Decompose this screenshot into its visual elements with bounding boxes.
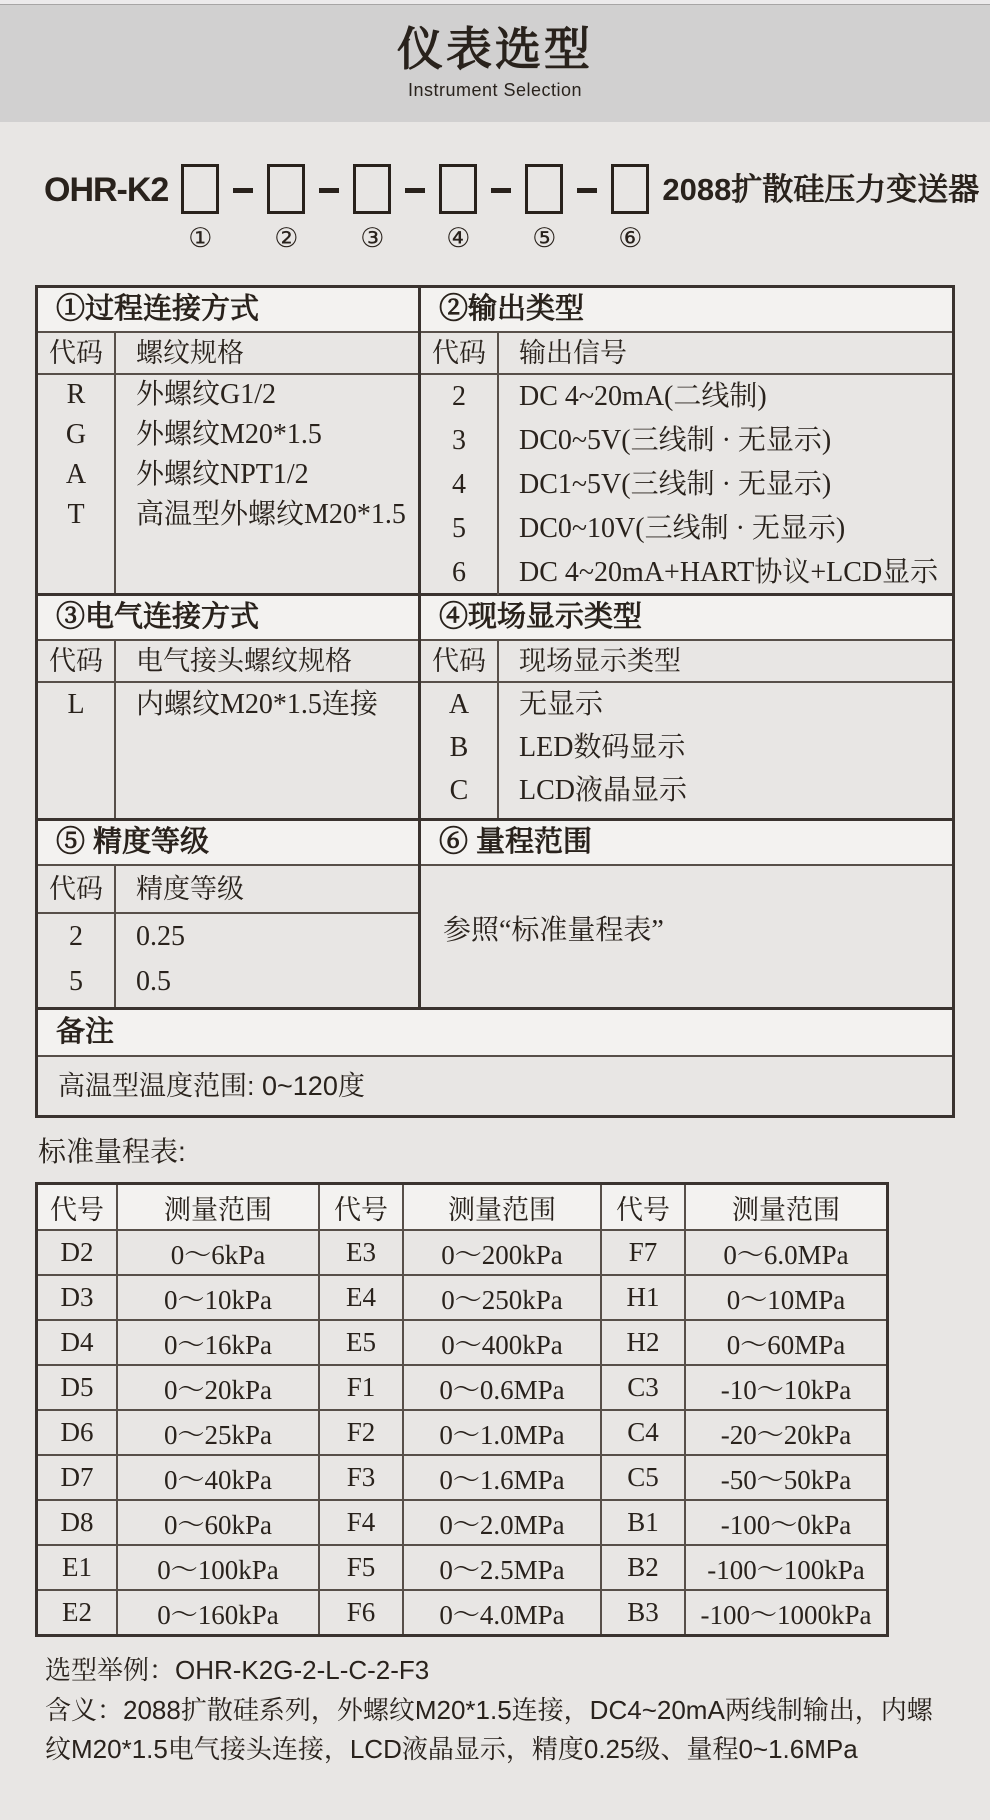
desc-cell: 高温型外螺纹M20*1.5 <box>136 499 406 530</box>
range-code-cell: B3 <box>601 1590 685 1636</box>
section-body <box>38 914 418 1007</box>
range-value-cell: 0～160kPa <box>117 1590 319 1636</box>
table-row <box>37 1455 888 1500</box>
code-column-header: 代码 <box>38 866 116 912</box>
code-column-header: 代码 <box>421 333 499 373</box>
column-header-row <box>421 333 952 375</box>
desc-cell: LED数码显示 <box>519 732 686 763</box>
range-value-cell: 0～400kPa <box>403 1320 601 1365</box>
standard-range-table <box>35 1182 889 1637</box>
range-value-cell: 0～60kPa <box>117 1500 319 1545</box>
range-value-cell: 0～6.0MPa <box>685 1230 888 1275</box>
range-code-cell: E4 <box>319 1275 403 1320</box>
dash-separator <box>491 188 511 193</box>
model-slot-6-number: ⑥ <box>618 223 643 253</box>
section-title: ③电气连接方式 <box>38 596 418 641</box>
range-value-cell: 0～200kPa <box>403 1230 601 1275</box>
range-code-cell: C4 <box>601 1410 685 1455</box>
code-cell: 3 <box>452 425 466 456</box>
desc-cell: DC0~10V(三线制 · 无显示) <box>519 513 846 544</box>
desc-cell: 外螺纹NPT1/2 <box>136 459 309 490</box>
range-code-cell: D5 <box>37 1365 118 1410</box>
table-row <box>37 1410 888 1455</box>
desc-column-header: 输出信号 <box>519 338 627 368</box>
table-header-row <box>37 1184 888 1231</box>
range-code-cell: F5 <box>319 1545 403 1590</box>
table-row <box>37 1275 888 1320</box>
desc-cell: DC 4~20mA+HART协议+LCD显示 <box>519 557 939 588</box>
range-code-cell: D6 <box>37 1410 118 1455</box>
model-prefix: OHR-K2 <box>44 171 169 209</box>
code-column <box>421 683 499 818</box>
model-slot-3-number: ③ <box>360 223 385 253</box>
desc-column <box>499 683 952 818</box>
code-column <box>38 375 116 593</box>
desc-cell: LCD液晶显示 <box>519 775 688 806</box>
range-code-cell: D4 <box>37 1320 118 1365</box>
desc-cell: 0.25 <box>136 921 185 952</box>
code-cell: 2 <box>69 921 83 952</box>
range-code-cell: D2 <box>37 1230 118 1275</box>
range-code-cell: H1 <box>601 1275 685 1320</box>
section-body <box>421 375 952 595</box>
model-slot-1-number: ① <box>188 223 213 253</box>
code-cell: A <box>448 689 470 720</box>
model-slot-2 <box>266 164 306 253</box>
code-cell: T <box>67 499 85 530</box>
range-value-cell: 0～2.5MPa <box>403 1545 601 1590</box>
range-code-cell: D8 <box>37 1500 118 1545</box>
model-box-5 <box>525 164 563 214</box>
range-value-cell: -20～20kPa <box>685 1410 888 1455</box>
section-output-type <box>421 288 952 593</box>
model-slot-4 <box>438 164 478 253</box>
section-body <box>38 683 418 818</box>
code-cell: R <box>66 379 86 410</box>
range-value-cell: 0～1.6MPa <box>403 1455 601 1500</box>
desc-cell: 外螺纹M20*1.5 <box>136 419 322 450</box>
model-box-6 <box>611 164 649 214</box>
range-value-cell: 0～60MPa <box>685 1320 888 1365</box>
table-row <box>37 1365 888 1410</box>
model-slot-5 <box>524 164 564 253</box>
desc-cell: 内螺纹M20*1.5连接 <box>136 689 378 720</box>
range-code-cell: D3 <box>37 1275 118 1320</box>
code-column-header: 代码 <box>421 641 499 681</box>
range-value-cell: 0～100kPa <box>117 1545 319 1590</box>
column-header: 代号 <box>37 1184 118 1231</box>
model-slot-3 <box>352 164 392 253</box>
range-reference-note: 参照“标准量程表” <box>443 915 664 946</box>
example-model-code: 选型举例：OHR-K2G-2-L-C-2-F3 <box>45 1655 430 1685</box>
column-header-row <box>421 641 952 683</box>
table-row <box>37 1320 888 1365</box>
column-header: 代号 <box>601 1184 685 1231</box>
range-value-cell: 0～40kPa <box>117 1455 319 1500</box>
range-code-cell: E5 <box>319 1320 403 1365</box>
desc-cell: DC1~5V(三线制 · 无显示) <box>519 469 832 500</box>
range-value-cell: 0～25kPa <box>117 1410 319 1455</box>
column-header-row <box>38 333 418 375</box>
column-header: 测量范围 <box>117 1184 319 1231</box>
column-header: 代号 <box>319 1184 403 1231</box>
table-row <box>37 1545 888 1590</box>
model-slot-6 <box>610 164 650 253</box>
range-code-cell: C3 <box>601 1365 685 1410</box>
dash-separator <box>577 188 597 193</box>
model-code-diagram <box>44 164 990 253</box>
dash-separator <box>233 188 253 193</box>
code-cell: B <box>449 732 469 763</box>
column-header-row <box>38 641 418 683</box>
range-value-cell: 0～2.0MPa <box>403 1500 601 1545</box>
range-value-cell: 0～4.0MPa <box>403 1590 601 1636</box>
dash-separator <box>319 188 339 193</box>
range-code-cell: F7 <box>601 1230 685 1275</box>
column-header: 测量范围 <box>403 1184 601 1231</box>
range-value-cell: -100～0kPa <box>685 1500 888 1545</box>
range-code-cell: B2 <box>601 1545 685 1590</box>
section-title: ⑥ 量程范围 <box>421 821 952 866</box>
code-cell: C <box>449 775 469 806</box>
code-cell: 4 <box>452 469 466 500</box>
desc-column-header: 电气接头螺纹规格 <box>136 646 352 676</box>
model-suffix: 2088扩散硅压力变送器 <box>662 172 980 207</box>
table-row <box>37 1590 888 1636</box>
remark-header: 备注 <box>38 1007 952 1055</box>
code-cell: 5 <box>452 513 466 544</box>
code-column-header: 代码 <box>38 333 116 373</box>
desc-cell: DC0~5V(三线制 · 无显示) <box>519 425 832 456</box>
desc-cell: 外螺纹G1/2 <box>136 379 277 410</box>
desc-column <box>116 914 418 1007</box>
desc-column-header: 精度等级 <box>136 874 244 904</box>
range-value-cell: 0～16kPa <box>117 1320 319 1365</box>
selection-table-row-a <box>38 288 952 593</box>
section-electrical-connection <box>38 596 421 818</box>
model-box-3 <box>353 164 391 214</box>
range-value-cell: -50～50kPa <box>685 1455 888 1500</box>
section-title: ①过程连接方式 <box>38 288 418 333</box>
selection-example <box>45 1649 955 1769</box>
section-process-connection <box>38 288 421 593</box>
range-value-cell: 0～10MPa <box>685 1275 888 1320</box>
model-slot-1 <box>180 164 220 253</box>
desc-cell: 0.5 <box>136 966 171 997</box>
range-value-cell: 0～6kPa <box>117 1230 319 1275</box>
dash-separator <box>405 188 425 193</box>
section-title: ②输出类型 <box>421 288 952 333</box>
desc-column-header: 螺纹规格 <box>136 338 244 368</box>
range-code-cell: E1 <box>37 1545 118 1590</box>
range-value-cell: -10～10kPa <box>685 1365 888 1410</box>
code-column <box>38 914 116 1007</box>
section-title: ⑤ 精度等级 <box>38 821 418 866</box>
range-value-cell: -100～1000kPa <box>685 1590 888 1636</box>
range-value-cell: 0～1.0MPa <box>403 1410 601 1455</box>
page-subtitle: Instrument Selection <box>407 80 583 100</box>
desc-column <box>499 375 952 595</box>
range-code-cell: F4 <box>319 1500 403 1545</box>
selection-table <box>35 285 955 1118</box>
model-box-2 <box>267 164 305 214</box>
model-slot-4-number: ④ <box>446 223 471 253</box>
model-box-1 <box>181 164 219 214</box>
model-slot-2-number: ② <box>274 223 299 253</box>
range-code-cell: C5 <box>601 1455 685 1500</box>
column-header: 测量范围 <box>685 1184 888 1231</box>
range-value-cell: 0～10kPa <box>117 1275 319 1320</box>
desc-column <box>116 375 418 593</box>
section-body <box>421 683 952 818</box>
desc-cell: DC 4~20mA(二线制) <box>519 381 767 412</box>
code-cell: L <box>67 689 85 720</box>
section-display-type <box>421 596 952 818</box>
table-row <box>37 1230 888 1275</box>
code-column-header: 代码 <box>38 641 116 681</box>
desc-cell: 无显示 <box>519 689 604 720</box>
code-cell: A <box>65 459 87 490</box>
desc-column <box>116 683 418 818</box>
code-cell: 2 <box>452 381 466 412</box>
range-code-cell: E3 <box>319 1230 403 1275</box>
range-code-cell: F2 <box>319 1410 403 1455</box>
range-code-cell: F6 <box>319 1590 403 1636</box>
model-slot-5-number: ⑤ <box>532 223 557 253</box>
range-code-cell: F1 <box>319 1365 403 1410</box>
range-value-cell: 0～20kPa <box>117 1365 319 1410</box>
page-banner <box>0 4 990 122</box>
code-cell: 6 <box>452 557 466 588</box>
range-code-cell: D7 <box>37 1455 118 1500</box>
page-title: 仪表选型 <box>397 23 593 75</box>
range-code-cell: H2 <box>601 1320 685 1365</box>
section-measuring-range <box>421 821 952 1007</box>
example-meaning: 含义：2088扩散硅系列，外螺纹M20*1.5连接，DC4~20mA两线制输出，内螺纹M20*1.5电气接头连接，LCD液晶显示，精度0.25级、量程0~1.6MPa <box>45 1695 933 1764</box>
range-value-cell: 0～250kPa <box>403 1275 601 1320</box>
range-code-cell: F3 <box>319 1455 403 1500</box>
range-code-cell: E2 <box>37 1590 118 1636</box>
standard-range-table-caption: 标准量程表: <box>38 1136 186 1167</box>
section-accuracy-class <box>38 821 421 1007</box>
range-value-cell: 0～0.6MPa <box>403 1365 601 1410</box>
range-value-cell: -100～100kPa <box>685 1545 888 1590</box>
table-row <box>37 1500 888 1545</box>
code-column <box>38 683 116 818</box>
remark-content: 高温型温度范围: 0~120度 <box>38 1055 952 1115</box>
range-code-cell: B1 <box>601 1500 685 1545</box>
code-column <box>421 375 499 595</box>
code-cell: 5 <box>69 966 83 997</box>
section-body <box>38 375 418 593</box>
selection-table-row-b <box>38 593 952 818</box>
model-box-4 <box>439 164 477 214</box>
column-header-row <box>38 866 418 914</box>
code-cell: G <box>65 419 87 450</box>
desc-column-header: 现场显示类型 <box>519 646 681 676</box>
section-title: ④现场显示类型 <box>421 596 952 641</box>
selection-table-row-c <box>38 818 952 1007</box>
